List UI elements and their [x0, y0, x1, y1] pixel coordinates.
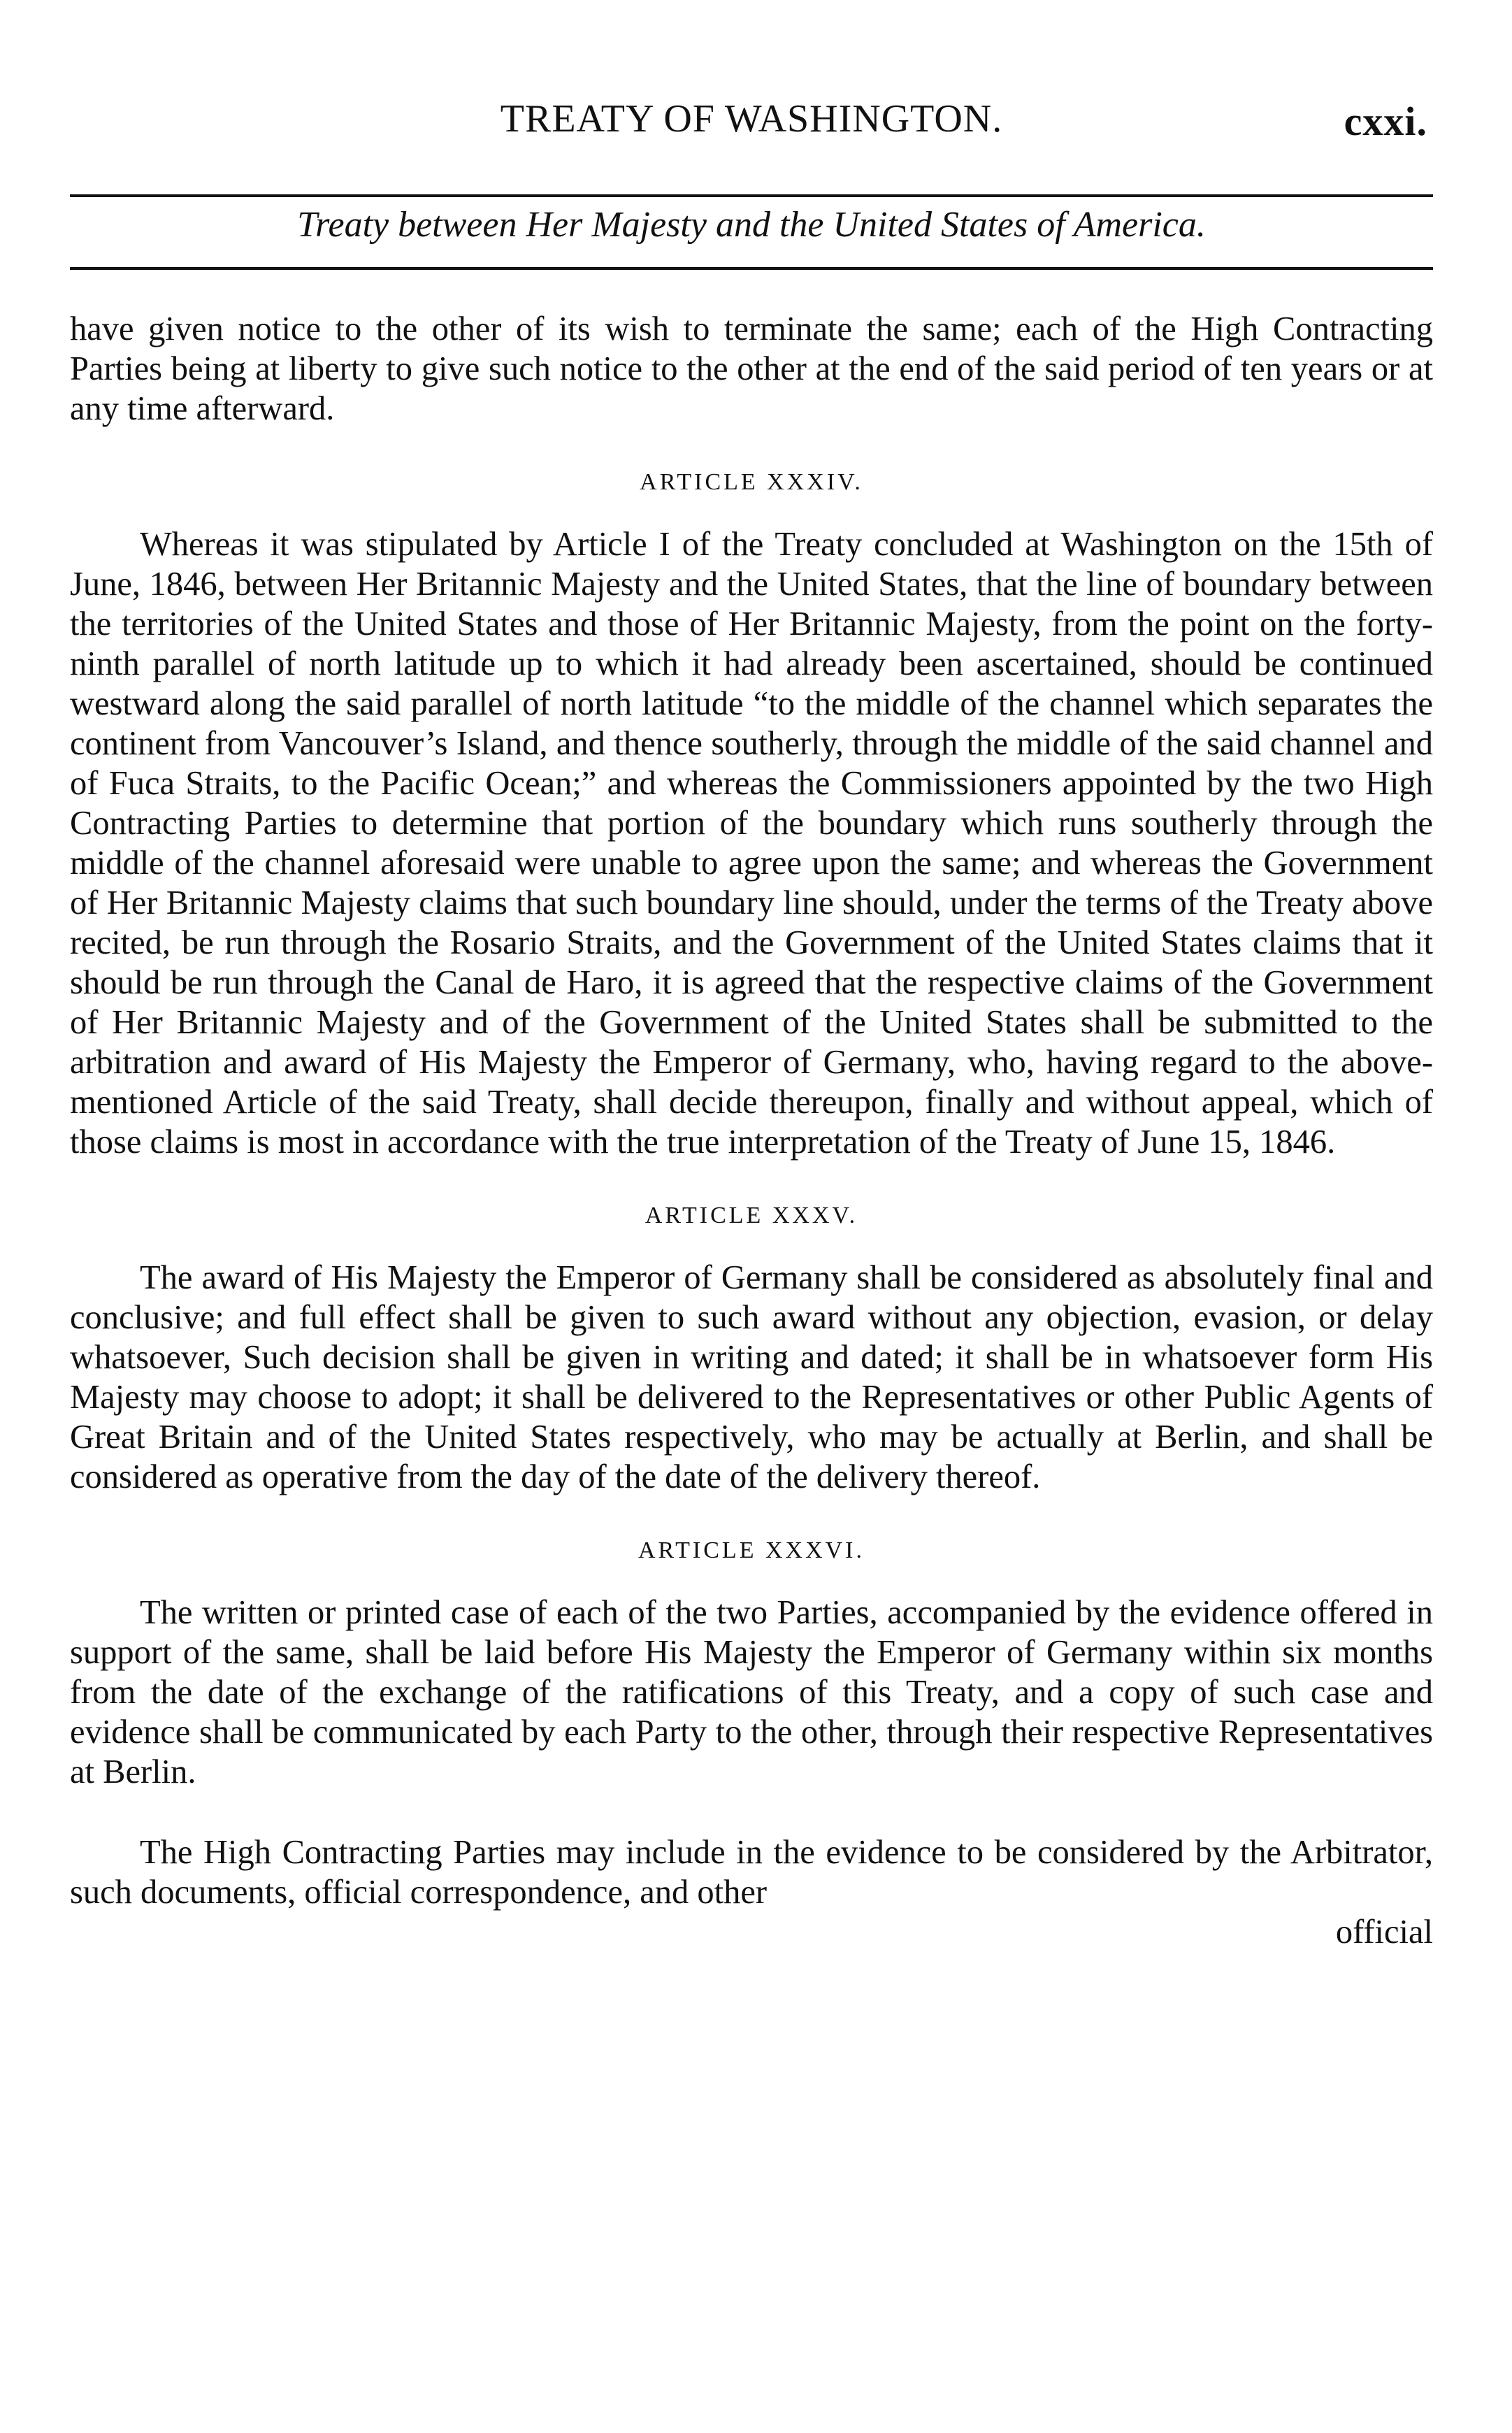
running-head: [70, 84, 1433, 161]
article-36-paragraph-2: The High Contracting Parties may include in the evidence to be considered by the Arbitrator, such documents, official correspondence, and other: [70, 1834, 1433, 1911]
article-34-heading: ARTICLE XXXIV.: [640, 469, 863, 495]
article-35-paragraph: The award of His Majesty the Emperor of Germany shall be considered as absolutely final and conclusive; and full effect shall be given to such award without any objection, evasion, or delay whatsoever, Such decision shall be given in writing and dated; it shall be in whatsoever form His Majesty may choose to adopt; it shall be delivered to the Representatives or other Public Agents of Great Britain and of the United States respectively, who may be actually at Berlin, and shall be considered as operative from the day of the date of the delivery thereof.: [70, 1259, 1433, 1495]
running-title: TREATY OF WASHINGTON.: [500, 97, 1003, 141]
article-34-paragraph: Whereas it was stipulated by Article I of the Treaty concluded at Washington on the 15th of June, 1846, between Her Britannic Majesty and the United States, that the line of boundary between the territories of the United States and those of Her Britannic Majesty, from the point on the forty-ninth parallel of north latitude up to which it had already been ascertained, should be continued westward along the said parallel of north latitude “to the middle of the channel which separates the continent from Vancouver’s Island, and thence southerly, through the middle of the said channel and of Fuca Straits, to the Pacific Ocean;” and whereas the Commissioners appointed by the two High Contracting Parties to determine that portion of the boundary which runs southerly through the middle of the channel aforesaid were unable to agree upon the same; and whereas the Government of Her Britannic Majesty claims that such boundary line should, under the terms of the Treaty above recited, be run through the Rosario Straits, and the Government of the United States claims that it should be run through the Canal de Haro, it is agreed that the respective claims of the Government of Her Britannic Majesty and of the Government of the United States shall be submitted to the arbitration and award of His Majesty the Emperor of Germany, who, having regard to the above-mentioned Article of the said Treaty, shall decide thereupon, finally and without appeal, which of those claims is most in accordance with the true interpretation of the Treaty of June 15, 1846.: [70, 526, 1433, 1161]
continuation-paragraph: have given notice to the other of its wish to terminate the same; each of the High Contracting Parties being at liberty to give such notice to the other at the end of the said period of ten years or at any time afterward.: [70, 310, 1433, 427]
header-subtitle: Treaty between Her Majesty and the United States of America.: [297, 205, 1206, 245]
article-36-catchword: official: [1335, 1914, 1433, 1951]
page-number: cxxi.: [1344, 99, 1427, 144]
header-rule-top: [70, 194, 1433, 197]
article-35-heading: ARTICLE XXXV.: [645, 1203, 858, 1228]
article-36-heading: ARTICLE XXXVI.: [638, 1537, 865, 1563]
document-page: [70, 84, 1433, 2391]
article-36-paragraph-1: The written or printed case of each of the two Parties, accompanied by the evidence offered in support of the same, shall be laid before His Majesty the Emperor of Germany within six months from the date of the exchange of the ratifications of this Treaty, and a copy of such case and evidence shall be communicated by each Party to the other, through their respective Representatives at Berlin.: [70, 1594, 1433, 1790]
body-text: [70, 309, 1433, 1952]
header-rule-bottom: [70, 267, 1433, 270]
